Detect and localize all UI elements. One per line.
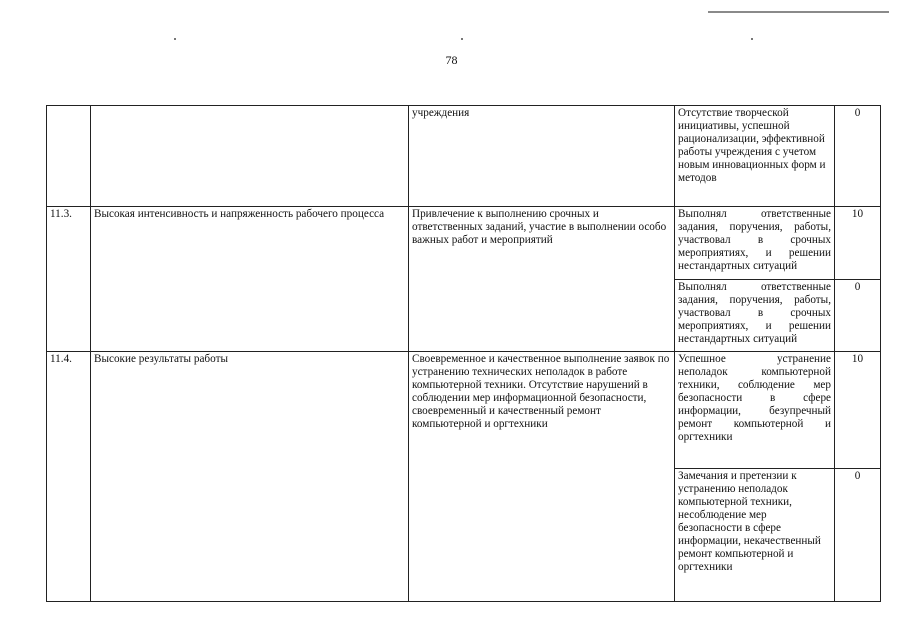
indicator-cell: Своевременное и качественное выполнение заявок по устранению технических неполадок в работе компьютерной техники. Отсутствие нарушений в соблюдении мер информационной безопасности, своевременный и качественный ремонт компьютерной и оргтехники bbox=[409, 352, 675, 602]
outcome-description: Отсутствие творческой инициативы, успешной рационализации, эффективной работы учреждения с учетом новым инновационных форм и методов bbox=[675, 106, 835, 207]
score-cell: 0 bbox=[835, 280, 881, 352]
description-line: оргтехники bbox=[678, 431, 733, 443]
description-line: неполадок компьютерной bbox=[678, 366, 831, 378]
description-line: мероприятиях, и решении bbox=[678, 247, 831, 259]
score-cell: 10 bbox=[835, 352, 881, 469]
description-line: Выполнял ответственные bbox=[678, 208, 831, 220]
scan-artifact-dot bbox=[461, 38, 463, 40]
score-cell: 0 bbox=[835, 469, 881, 602]
outcome-description bbox=[675, 280, 835, 352]
indicator-cell: учреждения bbox=[409, 106, 675, 207]
row-number: 11.4. bbox=[47, 352, 91, 602]
scan-artifact-dot bbox=[174, 38, 176, 40]
description-line: мероприятиях, и решении bbox=[678, 320, 831, 332]
description-line: информации, безупречный bbox=[678, 405, 831, 417]
description-line: Успешное устранение bbox=[678, 353, 831, 365]
description-line: нестандартных ситуаций bbox=[678, 260, 798, 272]
description-line: нестандартных ситуаций bbox=[678, 333, 798, 345]
score-cell: 0 bbox=[835, 106, 881, 207]
description-line: Выполнял ответственные bbox=[678, 281, 831, 293]
description-line: задания, поручения, работы, bbox=[678, 221, 831, 233]
outcome-description bbox=[675, 352, 835, 469]
description-line: участвовал в срочных bbox=[678, 307, 831, 319]
description-line: техники, соблюдение мер bbox=[678, 379, 831, 391]
criterion-cell: Высокая интенсивность и напряженность рабочего процесса bbox=[91, 207, 409, 352]
page-number: 78 bbox=[445, 53, 458, 67]
row-number: 11.3. bbox=[47, 207, 91, 352]
criterion-cell: Высокие результаты работы bbox=[91, 352, 409, 602]
criterion-cell bbox=[91, 106, 409, 207]
score-cell: 10 bbox=[835, 207, 881, 280]
description-line: ремонт компьютерной и bbox=[678, 418, 831, 430]
criteria-table bbox=[46, 105, 881, 602]
row-number bbox=[47, 106, 91, 207]
outcome-description bbox=[675, 207, 835, 280]
description-line: участвовал в срочных bbox=[678, 234, 831, 246]
table-row bbox=[47, 106, 881, 207]
indicator-cell: Привлечение к выполнению срочных и ответственных заданий, участие в выполнении особо важных работ и мероприятий bbox=[409, 207, 675, 352]
table-row bbox=[47, 352, 881, 469]
description-line: безопасности в сфере bbox=[678, 392, 831, 404]
description-line: задания, поручения, работы, bbox=[678, 294, 831, 306]
scan-artifact-line bbox=[708, 11, 889, 13]
table-row bbox=[47, 207, 881, 280]
outcome-description: Замечания и претензии к устранению неполадок компьютерной техники, несоблюдение мер безопасности в сфере информации, некачественный ремонт компьютерной и оргтехники bbox=[675, 469, 835, 602]
scan-artifact-dot bbox=[751, 38, 753, 40]
